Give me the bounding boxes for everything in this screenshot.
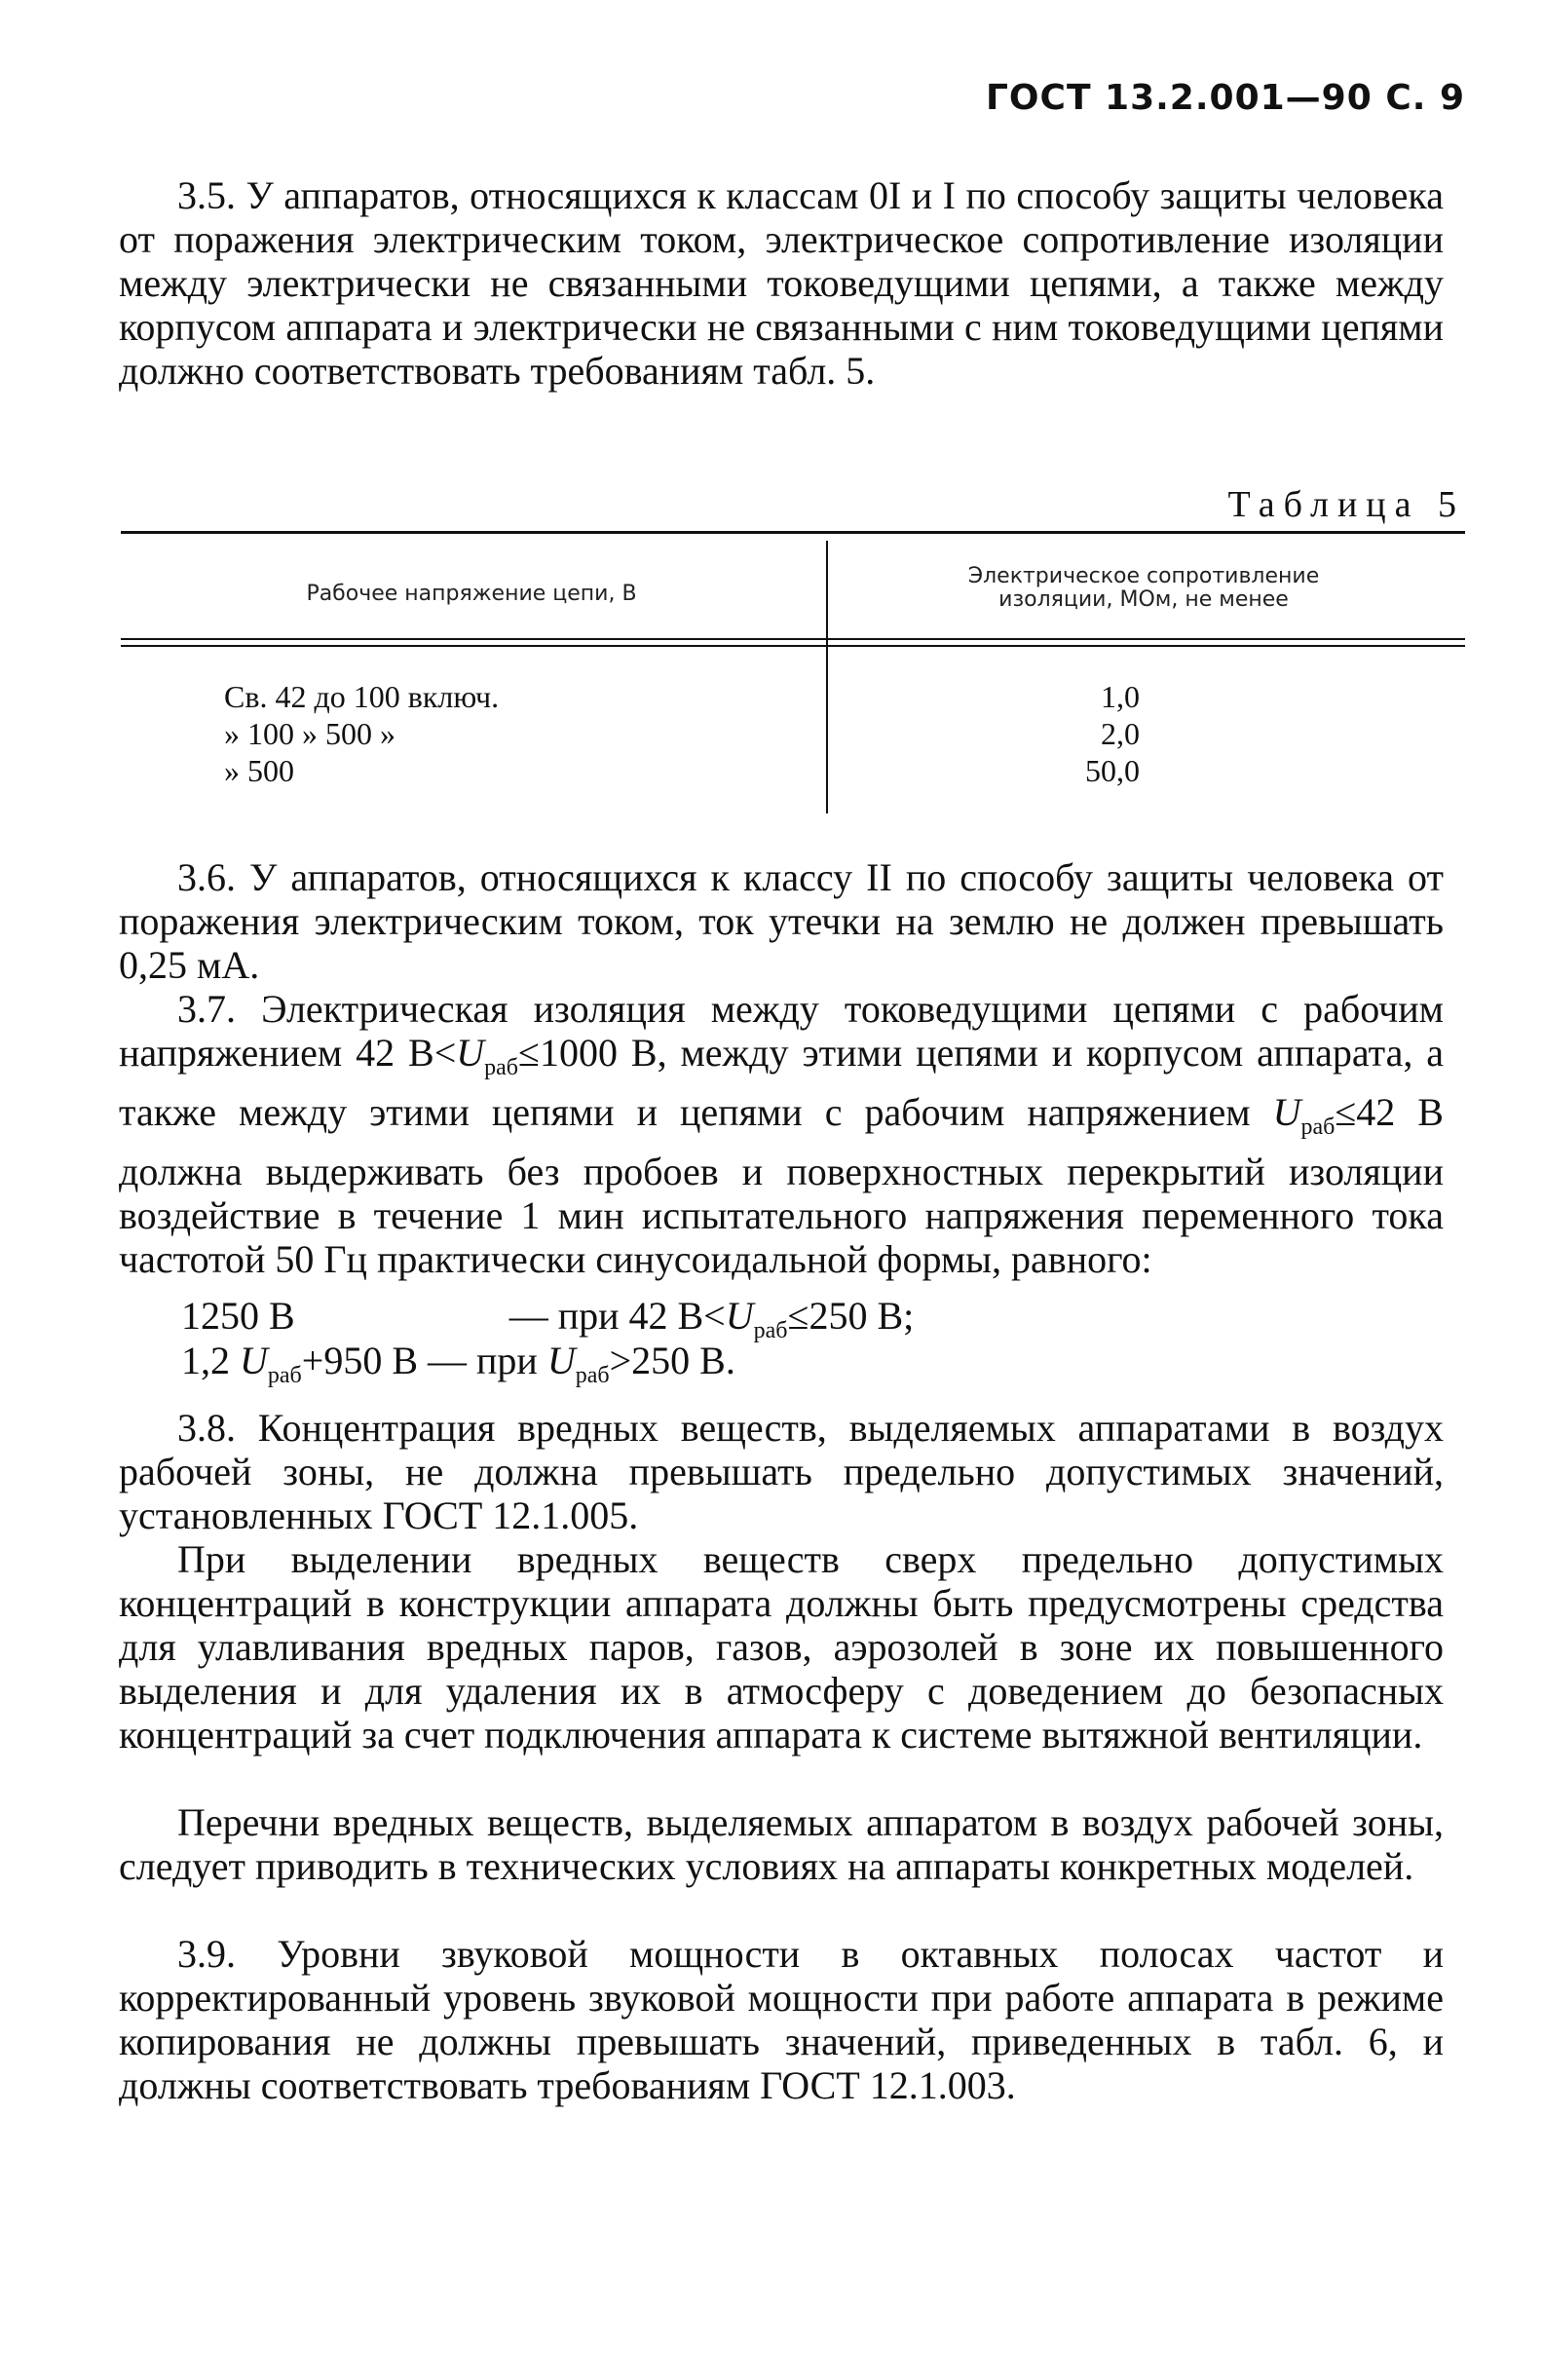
paragraph-3-7-part2: ≤1000 В, между этими цепями и корпусом аппарата, а также между этими цепями и цепями с рабочим напряжением [119, 1031, 1444, 1134]
paragraph-3-6: 3.6. У аппаратов, относящихся к классу II по способу защиты человека от поражения электрическим током, ток утечки на землю не должен превышать 0,25 мА. [119, 855, 1444, 987]
table-cell-voltage: » 500 [224, 753, 294, 788]
paragraph-3-8-c: Перечни вредных веществ, выделяемых аппаратом в воздух рабочей зоны, следует приводить в технических условиях на аппараты конкретных моделей. [119, 1800, 1444, 1888]
u-subscript: раб [267, 1363, 302, 1388]
table-header-resistance-line2: изоляции, МОм, не менее [998, 587, 1289, 612]
table-top-rule [121, 531, 1465, 534]
u-symbol: U [456, 1031, 485, 1075]
paragraph-3-9: 3.9. Уровни звуковой мощности в октавных полосах частот и корректированный уровень звуковой мощности при работе аппарата в режиме копирования не должны превышать значений, приведенных в табл. 6, и должны соответствовать требованиям ГОСТ 12.1.003. [119, 1932, 1444, 2107]
formula-1-left: 1250 В [181, 1294, 295, 1338]
formula-2 [181, 1339, 735, 1398]
table-header-rule-2 [121, 645, 1465, 647]
paragraph-3-7-part1: 3.7. Электрическая изоляция между токоведущими цепями с рабочим напряжением 42 В< [119, 987, 1444, 1075]
paragraph-3-7-part3: ≤42 В должна выдерживать без пробоев и поверхностных перекрытий изоляции воздействие в течение 1 мин испытательного напряжения переменного тока частотой 50 Гц практически синусоидальной формы, равного: [119, 1090, 1444, 1281]
table-column-divider [826, 541, 828, 813]
formula-1-tail: ≤250 В; [787, 1294, 915, 1338]
table-header-voltage: Рабочее напряжение цепи, В [306, 582, 637, 606]
paragraph-3-7 [119, 987, 1444, 1281]
u-subscript: раб [484, 1055, 519, 1080]
u-symbol: U [546, 1339, 576, 1382]
u-symbol: U [725, 1294, 754, 1338]
table-cell-voltage: » 100 » 500 » [224, 716, 395, 751]
u-subscript: раб [753, 1318, 788, 1343]
table-caption: Таблица 5 [1227, 484, 1465, 525]
formula-2-tail: >250 В. [609, 1339, 735, 1382]
table-cell-resistance: 1,0 [1101, 679, 1140, 714]
table-cell-resistance: 2,0 [1101, 716, 1140, 751]
paragraph-3-5: 3.5. У аппаратов, относящихся к классам 0I и I по способу защиты человека от поражения электрическим током, электрическое сопротивление изоляции между электрически не связанными токоведущими цепями, а также между корпусом аппарата и электрически не связанными с ним токоведущими цепями должно соответствовать требованиям табл. 5. [119, 173, 1444, 393]
u-subscript: раб [575, 1363, 610, 1388]
u-subscript: раб [1300, 1114, 1336, 1140]
table-header-rule-1 [121, 638, 1465, 640]
formula-1-dash: — при 42 В< [508, 1294, 726, 1338]
formula-2-lead: 1,2 [181, 1339, 240, 1382]
paragraph-3-8-b: При выделении вредных веществ сверх предельно допустимых концентраций в конструкции аппарата должны быть предусмотрены средства для улавливания вредных паров, газов, аэрозолей в зоне их повышенного выделения и для удаления их в атмосферу с доведением до безопасных концентраций за счет подключения аппарата к системе вытяжной вентиляции. [119, 1537, 1444, 1757]
table-cell-voltage: Св. 42 до 100 включ. [224, 679, 500, 714]
formula-2-mid: +950 В — при [301, 1339, 547, 1382]
paragraph-3-8: 3.8. Концентрация вредных веществ, выделяемых аппаратами в воздух рабочей зоны, не должна превышать предельно допустимых значений, установленных ГОСТ 12.1.005. [119, 1406, 1444, 1537]
page-header: ГОСТ 13.2.001—90 С. 9 [985, 78, 1465, 118]
table-header-resistance-line1: Электрическое сопротивление [967, 564, 1320, 588]
u-symbol: U [240, 1339, 268, 1382]
table-cell-resistance: 50,0 [1085, 753, 1140, 788]
u-symbol: U [1272, 1090, 1301, 1134]
table-5 [121, 531, 1465, 813]
